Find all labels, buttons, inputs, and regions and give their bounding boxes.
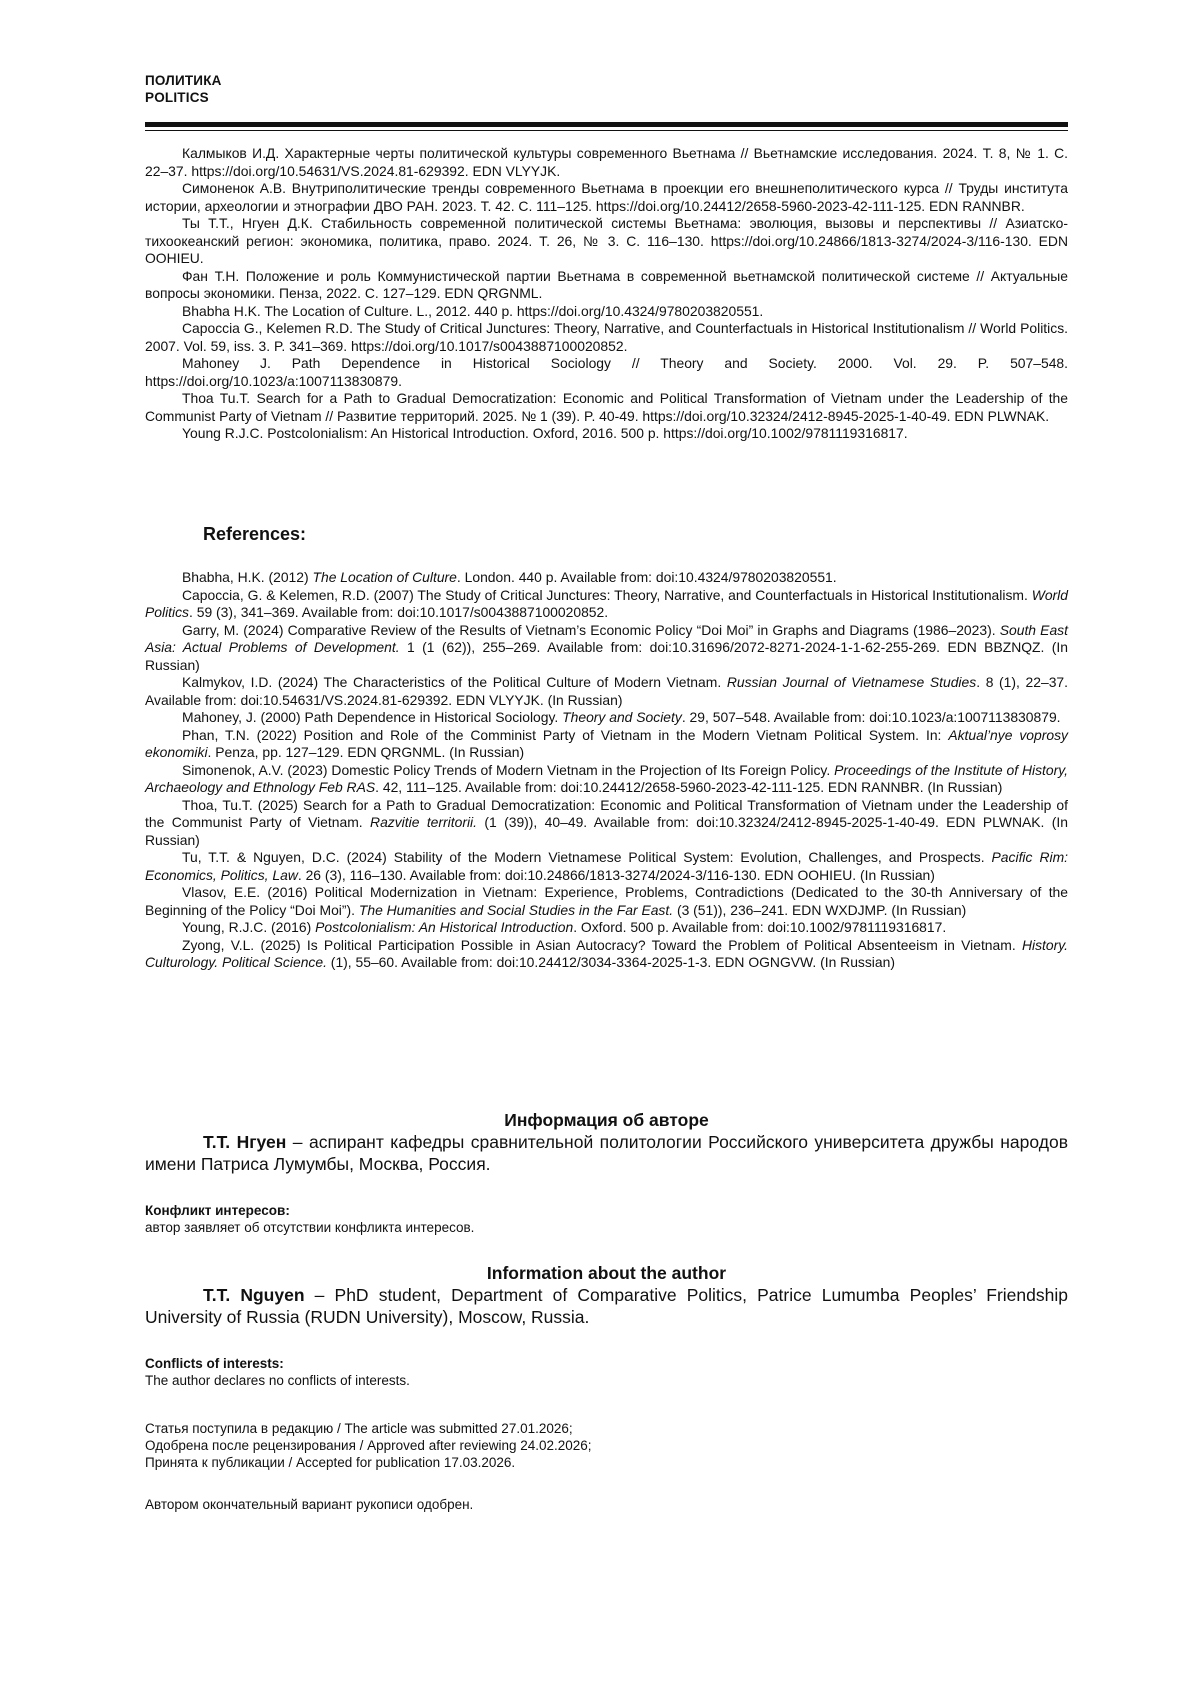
conflict-ru-text: автор заявляет об отсутствии конфликта интересов. bbox=[145, 1220, 475, 1235]
date-accepted: Принята к публикации / Accepted for publication 17.03.2026. bbox=[145, 1455, 516, 1470]
references-title: References: bbox=[203, 524, 307, 544]
running-head bbox=[145, 72, 1068, 106]
final-note-text: Автором окончательный вариант рукописи одобрен. bbox=[145, 1497, 474, 1512]
bibliography-entry: Симоненок А.В. Внутриполитические тренды современного Вьетнама в проекции его внешнеполитического курса // Труды института истории, археологии и этнографии ДВО РАН. 2023. Т. 42. С. 111–125. https://doi.org/10.24412/2658-5960-2023-42-111-125. EDN RANNBR. bbox=[145, 180, 1068, 214]
running-head-en: POLITICS bbox=[145, 90, 209, 105]
reference-entry: Kalmykov, I.D. (2024) The Characteristics of the Political Culture of Modern Vietnam. Russian Journal of Vietnamese Studies. 8 (1), 22–37. Available from: doi:10.54631/VS.2024.81-629392. EDN VLYYJK. (In Russian) bbox=[145, 674, 1069, 708]
reference-entry: Young, R.J.C. (2016) Postcolonialism: An Historical Introduction. Oxford. 500 p. Available from: doi:10.1002/9781119316817. bbox=[182, 919, 947, 935]
running-head-ru: ПОЛИТИКА bbox=[145, 73, 222, 88]
date-approved: Одобрена после рецензирования / Approved after reviewing 24.02.2026; bbox=[145, 1438, 592, 1453]
header-rule-thin bbox=[145, 130, 1068, 131]
references-list bbox=[145, 569, 1068, 972]
reference-entry: Phan, T.N. (2022) Position and Role of the Comminist Party of Vietnam in the Modern Vietnam Political System. In: Aktual’nye voprosy ekonomiki. Penza, pp. 127–129. EDN QRGNML. (In Russian) bbox=[145, 726, 1068, 760]
bibliography-entry: Калмыков И.Д. Характерные черты политической культуры современного Вьетнама // Вьетнамские исследования. 2024. Т. 8, № 1. С. 22–37. https://doi.org/10.54631/VS.2024.81-629392. EDN VLYYJK. bbox=[145, 145, 1068, 179]
bibliography-entry: Ты Т.Т., Нгуен Д.К. Стабильность современной политической системы Вьетнама: эволюция, вызовы и перспективы // Азиатско-тихоокеанский регион: экономика, политика, право. 2024. Т. 26, № 3. С. 116–130. https://doi.org/10.24866/1813-3274/2024-3/116-130. EDN OOHIEU. bbox=[145, 215, 1068, 266]
conflict-en bbox=[145, 1355, 1068, 1389]
reference-entry: Simonenok, A.V. (2023) Domestic Policy Trends of Modern Vietnam in the Projection of Its Foreign Policy. Proceedings of the Institute of History, Archaeology and Ethnology Feb RAS. 42, 111–125. Available from: doi:10.24412/2658-5960-2023-42-111-125. EDN RANNBR. (In Russian) bbox=[145, 761, 1069, 795]
reference-entry: Thoa, Tu.T. (2025) Search for a Path to Gradual Democratization: Economic and Political Transformation of Vietnam under the Leadership of the Communist Party of Vietnam. Razvitie territorii. (1 (39)), 40–49. Available from: doi:10.32324/2412-8945-2025-1-40-49. EDN PLWNAK. (In Russian) bbox=[145, 796, 1068, 848]
author-info-ru bbox=[145, 1110, 1068, 1175]
reference-entry: Mahoney, J. (2000) Path Dependence in Historical Sociology. Theory and Society. 29, 507–548. Available from: doi:10.1023/a:1007113830879. bbox=[182, 709, 1061, 725]
reference-entry: Bhabha, H.K. (2012) The Location of Culture. London. 440 p. Available from: doi:10.4324/9780203820551. bbox=[182, 569, 837, 585]
reference-entry: Garry, M. (2024) Comparative Review of the Results of Vietnam’s Economic Policy “Doi Moi” in Graphs and Diagrams (1986–2023). South East Asia: Actual Problems of Development. 1 (1 (62)), 255–269. Available from: doi:10.31696/2072-8271-2024-1-1-62-255-269. EDN BBZNQZ. (In Russian) bbox=[145, 621, 1068, 673]
author-info-ru-text: Т.Т. Нгуен – аспирант кафедры сравнительной политологии Российского университета дружбы народов имени Патриса Лумумбы, Москва, Россия. bbox=[145, 1132, 1068, 1174]
conflict-en-text: The author declares no conflicts of interests. bbox=[145, 1373, 410, 1388]
date-submitted: Статья поступила в редакцию / The article was submitted 27.01.2026; bbox=[145, 1421, 573, 1436]
conflict-en-label: Conflicts of interests: bbox=[145, 1356, 284, 1371]
header-rule-thick bbox=[145, 122, 1068, 127]
bibliography-entry: Фан Т.Н. Положение и роль Коммунистической партии Вьетнама в современной вьетнамской политической системе // Актуальные вопросы экономики. Пенза, 2022. С. 127–129. EDN QRGNML. bbox=[145, 267, 1068, 301]
bibliography-entry: Bhabha H.K. The Location of Culture. L., 2012. 440 p. https://doi.org/10.4324/9780203820551. bbox=[182, 302, 764, 319]
page bbox=[145, 72, 1069, 1512]
author-info-en-text: T.T. Nguyen – PhD student, Department of Comparative Politics, Patrice Lumumba Peoples’ Friendship University of Russia (RUDN University), Moscow, Russia. bbox=[145, 1285, 1068, 1327]
bibliography-entry: Young R.J.C. Postcolonialism: An Historical Introduction. Oxford, 2016. 500 p. https://doi.org/10.1002/9781119316817. bbox=[182, 425, 908, 441]
author-info-en bbox=[145, 1263, 1068, 1328]
conflict-ru-label: Конфликт интересов: bbox=[145, 1203, 290, 1218]
bibliography-entry: Mahoney J. Path Dependence in Historical Sociology // Theory and Society. 2000. Vol. 29. P. 507–548. https://doi.org/10.1023/a:1007113830879. bbox=[145, 355, 1068, 389]
reference-entry: Tu, T.T. & Nguyen, D.C. (2024) Stability of the Modern Vietnamese Political System: Evolution, Challenges, and Prospects. Pacific Rim: Economics, Politics, Law. 26 (3), 116–130. Available from: doi:10.24866/1813-3274/2024-3/116-130. EDN OOHIEU. (In Russian) bbox=[145, 849, 1068, 883]
author-info-en-title: Information about the author bbox=[486, 1263, 727, 1283]
reference-entry: Vlasov, E.E. (2016) Political Modernization in Vietnam: Experience, Problems, Contradictions (Dedicated to the 30-th Anniversary of the Beginning of the Policy “Doi Moi”). The Humanities and Social Studies in the Far East. (3 (51)), 236–241. EDN WXDJMP. (In Russian) bbox=[145, 884, 1068, 918]
author-name-ru: Т.Т. Нгуен bbox=[203, 1132, 287, 1152]
bibliography-entry: Capoccia G., Kelemen R.D. The Study of Critical Junctures: Theory, Narrative, and Counterfactuals in Historical Institutionalism // World Politics. 2007. Vol. 59, iss. 3. P. 341–369. https://doi.org/10.1017/s0043887100020852. bbox=[145, 320, 1068, 354]
reference-entry: Zyong, V.L. (2025) Is Political Participation Possible in Asian Autocracy? Toward the Problem of Political Absenteeism in Vietnam. History. Culturology. Political Science. (1), 55–60. Available from: doi:10.24412/3034-3364-2025-1-3. EDN OGNGVW. (In Russian) bbox=[145, 936, 1068, 970]
author-info-ru-title: Информация об авторе bbox=[504, 1110, 709, 1130]
conflict-ru bbox=[145, 1202, 1068, 1236]
author-name-en: T.T. Nguyen bbox=[203, 1285, 305, 1305]
bibliography-entry: Thoa Tu.T. Search for a Path to Gradual Democratization: Economic and Political Transformation of Vietnam under the Leadership of the Communist Party of Vietnam // Развитие территорий. 2025. № 1 (39). P. 40-49. https://doi.org/10.32324/2412-8945-2025-1-40-49. EDN PLWNAK. bbox=[145, 390, 1068, 424]
publication-dates bbox=[145, 1420, 1068, 1471]
reference-entry: Capoccia, G. & Kelemen, R.D. (2007) The Study of Critical Junctures: Theory, Narrative, and Counterfactuals in Historical Institutionalism. World Politics. 59 (3), 341–369. Available from: doi:10.1017/s0043887100020852. bbox=[145, 586, 1068, 620]
bibliography-list bbox=[145, 145, 1068, 443]
final-note bbox=[145, 1496, 1068, 1513]
